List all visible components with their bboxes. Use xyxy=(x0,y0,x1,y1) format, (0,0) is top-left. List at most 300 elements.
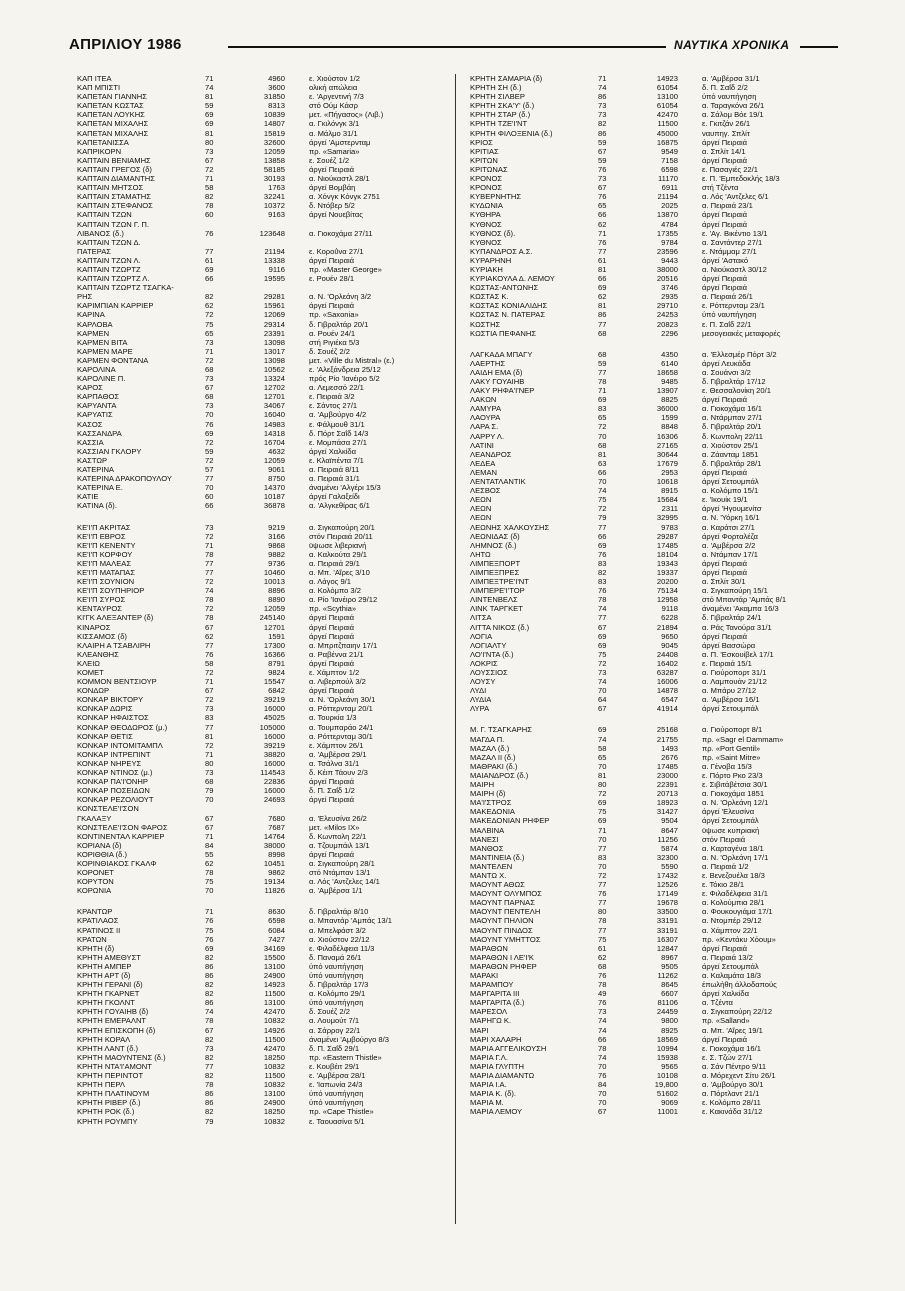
ship-row xyxy=(470,320,840,329)
tonnage: 14807 xyxy=(263,119,285,129)
ship-name: ΚΡΗΤΗ ΡΙΒΕΡ (δ.) xyxy=(77,1098,141,1108)
ship-row xyxy=(470,292,840,301)
build-year: 65 xyxy=(205,328,214,338)
ship-row xyxy=(77,356,447,365)
tonnage: 42470 xyxy=(263,1007,285,1017)
ship-name: ΚΡΗΤΗ ΛΑΝΤ (δ.) xyxy=(77,1043,139,1053)
ship-status: α. Μπαντάρ 'Αμπάς 13/1 xyxy=(309,916,392,926)
build-year: 70 xyxy=(598,1089,607,1099)
tonnage: 1763 xyxy=(268,183,285,193)
tonnage: 17300 xyxy=(263,640,285,650)
ship-status: α. Σπλίτ 14/1 xyxy=(702,146,746,156)
ship-name: ΚΡΗΤΗ ΑΜΕΘΥΣΤ xyxy=(77,952,141,962)
tonnage: 75134 xyxy=(656,586,678,596)
ship-row xyxy=(470,889,840,898)
build-year: 80 xyxy=(205,137,214,147)
header-rule-end xyxy=(800,46,838,48)
ship-name: ΚΕ'Ι'Π ΑΚΡΙΤΑΣ xyxy=(77,522,131,532)
build-year: 72 xyxy=(598,658,607,668)
ship-row xyxy=(77,83,447,92)
tonnage: 12059 xyxy=(263,604,285,614)
tonnage: 8915 xyxy=(661,486,678,496)
tonnage: 13098 xyxy=(263,337,285,347)
ship-row xyxy=(470,944,840,953)
ship-status: ε. Γιοκοχάμα 16/1 xyxy=(702,1043,761,1053)
build-year: 82 xyxy=(205,292,214,302)
build-year: 77 xyxy=(205,567,214,577)
ship-row xyxy=(77,686,447,695)
build-year: 70 xyxy=(205,795,214,805)
ship-row xyxy=(470,1044,840,1053)
tonnage: 8896 xyxy=(268,586,285,596)
ship-status: α. Γιοκοχάμα 1851 xyxy=(702,789,765,799)
tonnage: 5874 xyxy=(661,843,678,853)
ship-name: ΚΑΠΕΤΑΝΙΣΣΑ xyxy=(77,137,129,147)
build-year: 74 xyxy=(598,734,607,744)
ship-row xyxy=(470,1098,840,1107)
tonnage: 17432 xyxy=(656,870,678,880)
tonnage: 17355 xyxy=(656,228,678,238)
ship-row xyxy=(77,777,447,786)
ship-name: ΚΥΡΑΡΗΝΗ xyxy=(470,255,512,265)
ship-name: ΚΑΠΕΤΑΝ ΓΙΑΝΝΗΣ xyxy=(77,92,147,102)
ship-row xyxy=(77,659,447,668)
ship-row xyxy=(470,283,840,292)
ship-status: άργεί Πειραιά xyxy=(702,210,748,220)
ship-name: ΚΟΝΚΑΡ ΘΕΤΙΣ xyxy=(77,731,133,741)
ship-name: ΛΑΤΙΝΙ xyxy=(470,440,494,450)
tonnage: 12701 xyxy=(263,622,285,632)
build-year: 65 xyxy=(598,752,607,762)
tonnage: 12059 xyxy=(263,146,285,156)
ship-name: ΚΥΒΕΡΝΗΤΗΣ xyxy=(470,192,522,202)
ship-name: ΚΟΝΚΑΡ ΡΕΖΟΛΙΟΥΤ xyxy=(77,795,154,805)
tonnage: 6084 xyxy=(268,925,285,935)
build-year: 61 xyxy=(205,255,214,265)
build-year: 62 xyxy=(205,301,214,311)
tonnage: 9045 xyxy=(661,640,678,650)
build-year: 68 xyxy=(598,961,607,971)
build-year: 64 xyxy=(598,695,607,705)
ship-status: μετ. «Ville du Mistral» (ε.) xyxy=(309,355,395,365)
tonnage: 8630 xyxy=(268,907,285,917)
ship-status: δ. Ντόβερ 5/2 xyxy=(309,201,355,211)
ship-name: ΚΟΝΣΤΕΛΕ'Ι'ΣΟΝ xyxy=(77,804,139,814)
tonnage: 114543 xyxy=(260,768,285,778)
ship-status: άργεί Πειραιά xyxy=(702,283,748,293)
ship-status: α. Πειραιά 8/11 xyxy=(309,465,360,475)
ship-status: στόν Πειραιά 20/11 xyxy=(309,531,373,541)
build-year: 73 xyxy=(205,374,214,384)
build-year: 86 xyxy=(205,1098,214,1108)
ship-name: ΛΑΡΑ Σ. xyxy=(470,422,499,432)
ship-name: ΛΑΙΔΗ ΕΜΑ (δ) xyxy=(470,367,523,377)
ship-row xyxy=(77,347,447,356)
ship-row xyxy=(470,577,840,586)
ship-status: ε. Χιούστον 1/2 xyxy=(309,74,360,83)
build-year: 71 xyxy=(205,907,214,917)
tonnage: 20823 xyxy=(656,319,678,329)
ship-status: άργεί 'Ηγουμενίτσ xyxy=(702,504,762,514)
ship-status: άργεί Λευκάδα xyxy=(702,358,751,368)
ship-row xyxy=(77,129,447,138)
tonnage: 15500 xyxy=(263,952,285,962)
ship-name: ΚΡΗΤΗ ΡΟΥΜΠΥ xyxy=(77,1116,138,1126)
ship-name: ΚΥΔΩΝΙΑ xyxy=(470,201,503,211)
ship-status: άργεί Χαλκίδα xyxy=(702,989,750,999)
tonnage xyxy=(235,283,297,292)
ship-name: ΚΟΡΙΝΘΙΑΚΟΣ ΓΚΑΛΦ xyxy=(77,858,157,868)
tonnage: 9116 xyxy=(268,264,285,274)
ship-row xyxy=(77,632,447,641)
tonnage: 24900 xyxy=(263,971,285,980)
tonnage: 15684 xyxy=(656,495,678,505)
ship-name: ΛΙΝΤΕΝΒΕΛΣ xyxy=(470,595,518,605)
ship-row xyxy=(77,247,447,256)
ship-status: άργεί Σετουμπάλ xyxy=(702,477,759,487)
ship-name: ΜΑΡΑΘΩΝ Ι ΛΕ'Ι'Κ xyxy=(470,952,534,962)
tonnage: 7687 xyxy=(268,822,285,832)
ship-row xyxy=(77,183,447,192)
ship-row xyxy=(470,238,840,247)
tonnage: 15547 xyxy=(263,677,285,687)
ship-row xyxy=(470,641,840,650)
build-year: 72 xyxy=(205,695,214,705)
build-year: 75 xyxy=(598,807,607,817)
tonnage: 24900 xyxy=(263,1098,285,1108)
tonnage: 13098 xyxy=(263,355,285,365)
ship-name: ΛΗΤΩ xyxy=(470,549,491,559)
ship-status: πρ. «Cape Thistle» xyxy=(309,1107,374,1117)
ship-name: ΚΡΗΤΗ ΓΕΡΑΝΙ (δ) xyxy=(77,980,143,990)
build-year: 72 xyxy=(598,504,607,514)
ship-status: α. Κολούμπια 28/1 xyxy=(702,898,765,908)
tonnage: 42470 xyxy=(263,1043,285,1053)
ship-name: ΚΑΠΕΤΑΝ ΜΙΧΑΛΗΣ xyxy=(77,119,149,129)
tonnage: 12526 xyxy=(656,880,678,890)
ship-row xyxy=(470,459,840,468)
ship-row xyxy=(470,138,840,147)
ship-status: α. Λάγος 9/1 xyxy=(309,577,351,587)
tonnage: 39219 xyxy=(263,695,285,705)
ship-row xyxy=(470,486,840,495)
ship-row xyxy=(470,1062,840,1071)
ship-row xyxy=(77,192,447,201)
build-year: 81 xyxy=(598,770,607,780)
ship-status: άργεί Πειραιά xyxy=(309,686,355,696)
ship-status: α. Μόρεχεντ Σίτυ 26/1 xyxy=(702,1071,776,1081)
build-year: 83 xyxy=(205,713,214,723)
ship-status: μετ. «Milos IX» xyxy=(309,822,360,832)
ship-name: ΜΑΖΑΛ ΙΙ (δ.) xyxy=(470,752,516,762)
tonnage: 32995 xyxy=(656,513,678,523)
tonnage: 11500 xyxy=(657,119,678,129)
ship-status: άργεί Πειραιά xyxy=(702,137,748,147)
ship-row xyxy=(77,907,447,916)
ship-status: α. Τζέντα xyxy=(702,998,733,1008)
tonnage: 13870 xyxy=(656,210,678,220)
tonnage: 34067 xyxy=(263,401,285,411)
tonnage: 13324 xyxy=(263,374,285,384)
build-year: 76 xyxy=(598,237,607,247)
tonnage: 7427 xyxy=(268,934,285,944)
ship-status: ϋψωσε κυπριακή xyxy=(702,825,760,835)
ship-status: α. 'Αμβέρσα 2/2 xyxy=(702,540,756,550)
tonnage: 11262 xyxy=(657,971,678,980)
ship-row xyxy=(470,1007,840,1016)
tonnage: 10832 xyxy=(263,1061,285,1071)
build-year: 73 xyxy=(598,1007,607,1017)
ship-name: ΚΑΠΡΙΚΟΡΝ xyxy=(77,146,122,156)
ship-name: ΚΑΠΤΑΙΝ ΜΗΤΣΟΣ xyxy=(77,183,144,193)
tonnage: 18658 xyxy=(656,367,678,377)
build-year: 69 xyxy=(598,631,607,641)
ship-row xyxy=(77,438,447,447)
build-year: 73 xyxy=(205,401,214,411)
build-year: 59 xyxy=(598,155,607,165)
build-year: 55 xyxy=(205,849,214,859)
ship-row xyxy=(77,732,447,741)
build-year: 66 xyxy=(598,210,607,220)
ship-row xyxy=(77,74,447,83)
ship-name: ΚΕ'Ι'Π ΚΟΡΦΟΥ xyxy=(77,549,133,559)
ship-status: ε. Σ. Τζών 27/1 xyxy=(702,1052,753,1062)
tonnage: 1599 xyxy=(661,413,678,423)
build-year: 68 xyxy=(598,349,607,359)
ship-row xyxy=(77,650,447,659)
ship-name: ΚΑΠΤΑΙΝ ΤΖΩΝ Δ. xyxy=(77,237,141,247)
ship-name: ΚΟΝΚΑΡ ΙΝΤΡΕΠΙΝΤ xyxy=(77,749,151,759)
build-year: 62 xyxy=(598,952,607,962)
ship-name: ΛΟΓΙΑ xyxy=(470,631,493,641)
ship-name: ΚΡΗΤΗ ΜΑΟΥΝΤΕΝΣ (δ.) xyxy=(77,1052,166,1062)
build-year: 83 xyxy=(598,852,607,862)
tonnage: 9069 xyxy=(661,1098,678,1108)
ship-row xyxy=(77,401,447,410)
ship-name: ΛΑΡΡΥ Λ. xyxy=(470,431,505,441)
build-year: 65 xyxy=(598,413,607,423)
build-year: 74 xyxy=(598,1052,607,1062)
ship-name: ΚΡΗΤΗ ΑΜΠΕΡ xyxy=(77,961,132,971)
ship-row xyxy=(470,274,840,283)
build-year: 77 xyxy=(205,722,214,732)
tonnage: 32241 xyxy=(263,192,285,202)
ship-status: α. Ρόττερνταμ 20/1 xyxy=(309,704,373,714)
ship-status: ε. Κλαϊπέντα 7/1 xyxy=(309,455,364,465)
ship-status: α. Σιγκαπούρη 22/12 xyxy=(702,1007,773,1017)
build-year: 69 xyxy=(598,816,607,826)
tonnage: 8825 xyxy=(661,395,678,405)
build-year: 67 xyxy=(205,822,214,832)
ship-row xyxy=(77,274,447,283)
build-year: 66 xyxy=(598,1034,607,1044)
ship-name: ΛΙΜΠΕΞΤΡΕ'Ι'ΝΤ xyxy=(470,577,529,587)
ship-row xyxy=(470,201,840,210)
ship-status: άργεί Πειραιά xyxy=(702,467,748,477)
ship-name: ΚΡΑΝΤΩΡ xyxy=(77,907,113,917)
ship-name: ΚΑΡΙΝΑ xyxy=(77,310,105,320)
ship-row xyxy=(77,559,447,568)
ship-name: ΚΡΗΤΗ ΑΡΤ (δ) xyxy=(77,971,131,980)
ship-name: ΜΑΝΕΣΙ xyxy=(470,834,499,844)
ship-row xyxy=(77,850,447,859)
build-year: 71 xyxy=(205,540,214,550)
ship-name: ΚΩΣΤΙΑ ΠΕΦΑΝΗΣ xyxy=(470,328,537,338)
ship-status: ύπό ναυπήγηση xyxy=(702,92,757,102)
ship-row xyxy=(470,395,840,404)
ship-status: α. Τουρκία 1/3 xyxy=(309,713,357,723)
ship-row xyxy=(77,723,447,732)
ship-name: ΛΑΟΥΡΑ xyxy=(470,413,501,423)
ship-status: α. Ρουέν 24/1 xyxy=(309,328,356,338)
tonnage: 9061 xyxy=(268,465,285,475)
build-year: 63 xyxy=(598,458,607,468)
ship-name: ΚΑΡΜΕΝ ΜΑΡΕ xyxy=(77,346,133,356)
tonnage: 45025 xyxy=(263,713,285,723)
ship-name: ΜΑΡΑΜΠΟΥ xyxy=(470,980,514,990)
ship-status: πρ. «Κεντάκυ Χόουμ» xyxy=(702,934,776,944)
ship-row xyxy=(77,886,447,895)
build-year: 79 xyxy=(205,1116,214,1126)
ship-name: ΚΑΡΜΕΝ xyxy=(77,328,110,338)
ship-status: α. Ρόττερνταμ 30/1 xyxy=(309,731,373,741)
tonnage: 6547 xyxy=(661,695,678,705)
build-year: 71 xyxy=(598,228,607,238)
build-year: 70 xyxy=(598,1098,607,1108)
build-year: 74 xyxy=(598,677,607,687)
build-year: 70 xyxy=(598,431,607,441)
build-year: 71 xyxy=(205,677,214,687)
tonnage: 2935 xyxy=(661,292,678,302)
ship-name: ΚΑΡΠΑΘΟΣ xyxy=(77,392,120,402)
ship-row xyxy=(470,495,840,504)
ship-name: ΚΥΘΝΟΣ xyxy=(470,237,502,247)
tonnage: 2676 xyxy=(661,752,678,762)
build-year: 80 xyxy=(598,907,607,917)
ship-status: άργεί Χαλκίδα xyxy=(309,446,357,456)
build-year: 69 xyxy=(205,264,214,274)
ship-status: ε. Σουέζ 1/2 xyxy=(309,155,350,165)
tonnage: 30644 xyxy=(656,449,678,459)
build-year: 82 xyxy=(205,1071,214,1081)
ship-row xyxy=(77,1026,447,1035)
ship-row xyxy=(470,174,840,183)
ship-row xyxy=(470,1080,840,1089)
ship-row xyxy=(470,604,840,613)
ship-status: α. 'Αμβέρσα 31/1 xyxy=(702,74,760,83)
ship-row xyxy=(77,101,447,110)
ship-list-block xyxy=(77,907,447,1125)
ship-status: α. Κολόμπο 3/2 xyxy=(309,586,361,596)
left-column xyxy=(77,74,447,1138)
build-year: 77 xyxy=(205,558,214,568)
tonnage: 6607 xyxy=(661,989,678,999)
tonnage: 18250 xyxy=(263,1107,285,1117)
tonnage: 17679 xyxy=(656,458,678,468)
ship-name: ΜΑΟΥΝΤ ΠΙΝΔΟΣ xyxy=(470,925,533,935)
build-year: 76 xyxy=(598,1071,607,1081)
build-year: 68 xyxy=(205,777,214,787)
ship-name: ΠΑΤΕΡΑΣ xyxy=(77,246,111,256)
ship-row xyxy=(470,450,840,459)
ship-name: ΚΡΗΤΗ ΝΤΑ'Ι'ΑΜΟΝΤ xyxy=(77,1061,152,1071)
ship-name: ΚΑΠΤΑΙΝ ΤΖΩΝ Λ. xyxy=(77,255,141,265)
tonnage: 21194 xyxy=(657,192,678,202)
ship-status: ύπό ναυπήγηση xyxy=(309,1089,364,1099)
tonnage: 29710 xyxy=(656,301,678,311)
ship-status: άργεί Πειραιά xyxy=(309,622,355,632)
ship-name: ΚΑΤΙΝΑ (δ). xyxy=(77,501,117,511)
ship-status: α. 'Αμβέρσα 29/1 xyxy=(309,749,367,759)
tonnage: 20713 xyxy=(656,789,678,799)
ship-name: ΚΡΑΤΩΝ xyxy=(77,934,107,944)
tonnage: 8925 xyxy=(661,1025,678,1035)
tonnage: 245140 xyxy=(259,613,285,623)
ship-status: άργεί Πειραιά xyxy=(309,631,355,641)
tonnage: 7680 xyxy=(268,813,285,823)
tonnage: 1493 xyxy=(661,743,678,753)
ship-status: α. 'Ελλεσμέρ Πόρτ 3/2 xyxy=(702,349,777,359)
ship-status: ε. 'Αμβέρσα 28/1 xyxy=(309,1071,366,1081)
tonnage: 8967 xyxy=(661,952,678,962)
ship-status: στή Τζέντα xyxy=(702,183,739,193)
ship-name: ΛΟΥΣΣΙΟΣ xyxy=(470,668,508,677)
ship-name: ΚΑΠΤΑΙΝ ΓΡΕΓΟΣ (δ) xyxy=(77,164,152,174)
ship-status: πρ. «Saint Mitre» xyxy=(702,752,761,762)
ship-list-block xyxy=(470,74,840,338)
tonnage: 8645 xyxy=(661,980,678,990)
tonnage: 10832 xyxy=(263,1016,285,1026)
ship-status: α. Π. 'Εσκουίβελ 17/1 xyxy=(702,649,774,659)
build-year: 62 xyxy=(205,858,214,868)
build-year: 70 xyxy=(205,886,214,896)
build-year xyxy=(205,238,235,247)
ship-row xyxy=(77,265,447,274)
ship-status: στό Ντάμπαν 13/1 xyxy=(309,868,371,878)
build-year: 77 xyxy=(205,474,214,484)
header-rule xyxy=(228,46,666,48)
ship-name: ΛΙΜΠΕΞΠΟΡΤ xyxy=(470,558,521,568)
ship-list-block xyxy=(77,74,447,511)
build-year: 72 xyxy=(205,355,214,365)
ship-row xyxy=(470,916,840,925)
ship-row xyxy=(470,377,840,386)
ship-row xyxy=(77,1044,447,1053)
build-year: 86 xyxy=(205,1089,214,1099)
build-year: 73 xyxy=(205,337,214,347)
tonnage: 9549 xyxy=(661,146,678,156)
tonnage: 16000 xyxy=(263,758,285,768)
tonnage: 14926 xyxy=(263,1025,285,1035)
build-year: 69 xyxy=(598,283,607,293)
ship-row xyxy=(470,265,840,274)
ship-row xyxy=(470,513,840,522)
build-year: 66 xyxy=(205,501,214,511)
ship-row xyxy=(470,368,840,377)
build-year: 77 xyxy=(598,925,607,935)
ship-row xyxy=(77,741,447,750)
ship-row xyxy=(470,695,840,704)
ship-status: ε. Φιλαδέλφεια 11/3 xyxy=(309,943,375,953)
ship-name: ΚΡΙΤΩΝΑΣ xyxy=(470,164,508,174)
ship-row xyxy=(77,238,447,247)
build-year: 77 xyxy=(205,1061,214,1071)
ship-row xyxy=(77,795,447,804)
build-year: 76 xyxy=(598,889,607,899)
build-year: 67 xyxy=(205,1025,214,1035)
ship-name: ΚΕ'Ι'Π ΣΟΥΠΗΡΙΟΡ xyxy=(77,586,145,596)
ship-status: άργεί Πειραιά xyxy=(702,395,748,405)
